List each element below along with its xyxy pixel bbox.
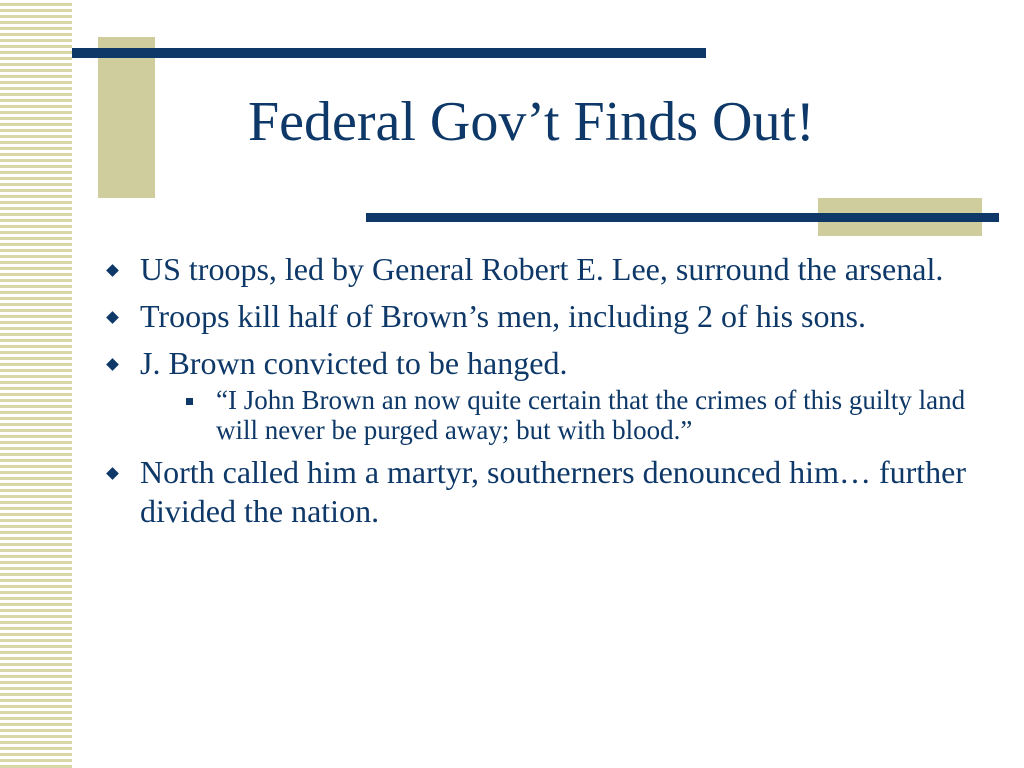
decorative-accent-block-top — [98, 37, 155, 198]
square-bullet-icon — [186, 398, 193, 405]
bullet-text: Troops kill half of Brown’s men, including 2 of his sons. — [140, 298, 866, 334]
bullet-text: J. Brown convicted to be hanged. — [140, 345, 568, 381]
bullet-item — [108, 250, 978, 289]
decorative-rule-top — [72, 48, 706, 58]
diamond-bullet-icon — [106, 264, 119, 277]
diamond-bullet-icon — [106, 311, 119, 324]
bullet-text: North called him a martyr, southerners denounced him… further divided the nation. — [140, 454, 967, 529]
diamond-bullet-icon — [106, 467, 119, 480]
sub-bullet-item — [172, 385, 978, 445]
slide-title: Federal Gov’t Finds Out! — [248, 91, 815, 153]
bullet-text: US troops, led by General Robert E. Lee, surround the arsenal. — [140, 251, 944, 287]
bullet-list — [108, 250, 978, 539]
sub-bullet-list — [140, 385, 978, 445]
bullet-item — [108, 297, 978, 336]
decorative-stripe-band — [0, 0, 72, 768]
bullet-item — [108, 344, 978, 445]
diamond-bullet-icon — [106, 358, 119, 371]
decorative-rule-bottom — [366, 213, 999, 222]
bullet-item — [108, 453, 978, 531]
quote-text: “I John Brown an now quite certain that the crimes of this guilty land will never be purged away; but with blood.” — [216, 385, 966, 445]
